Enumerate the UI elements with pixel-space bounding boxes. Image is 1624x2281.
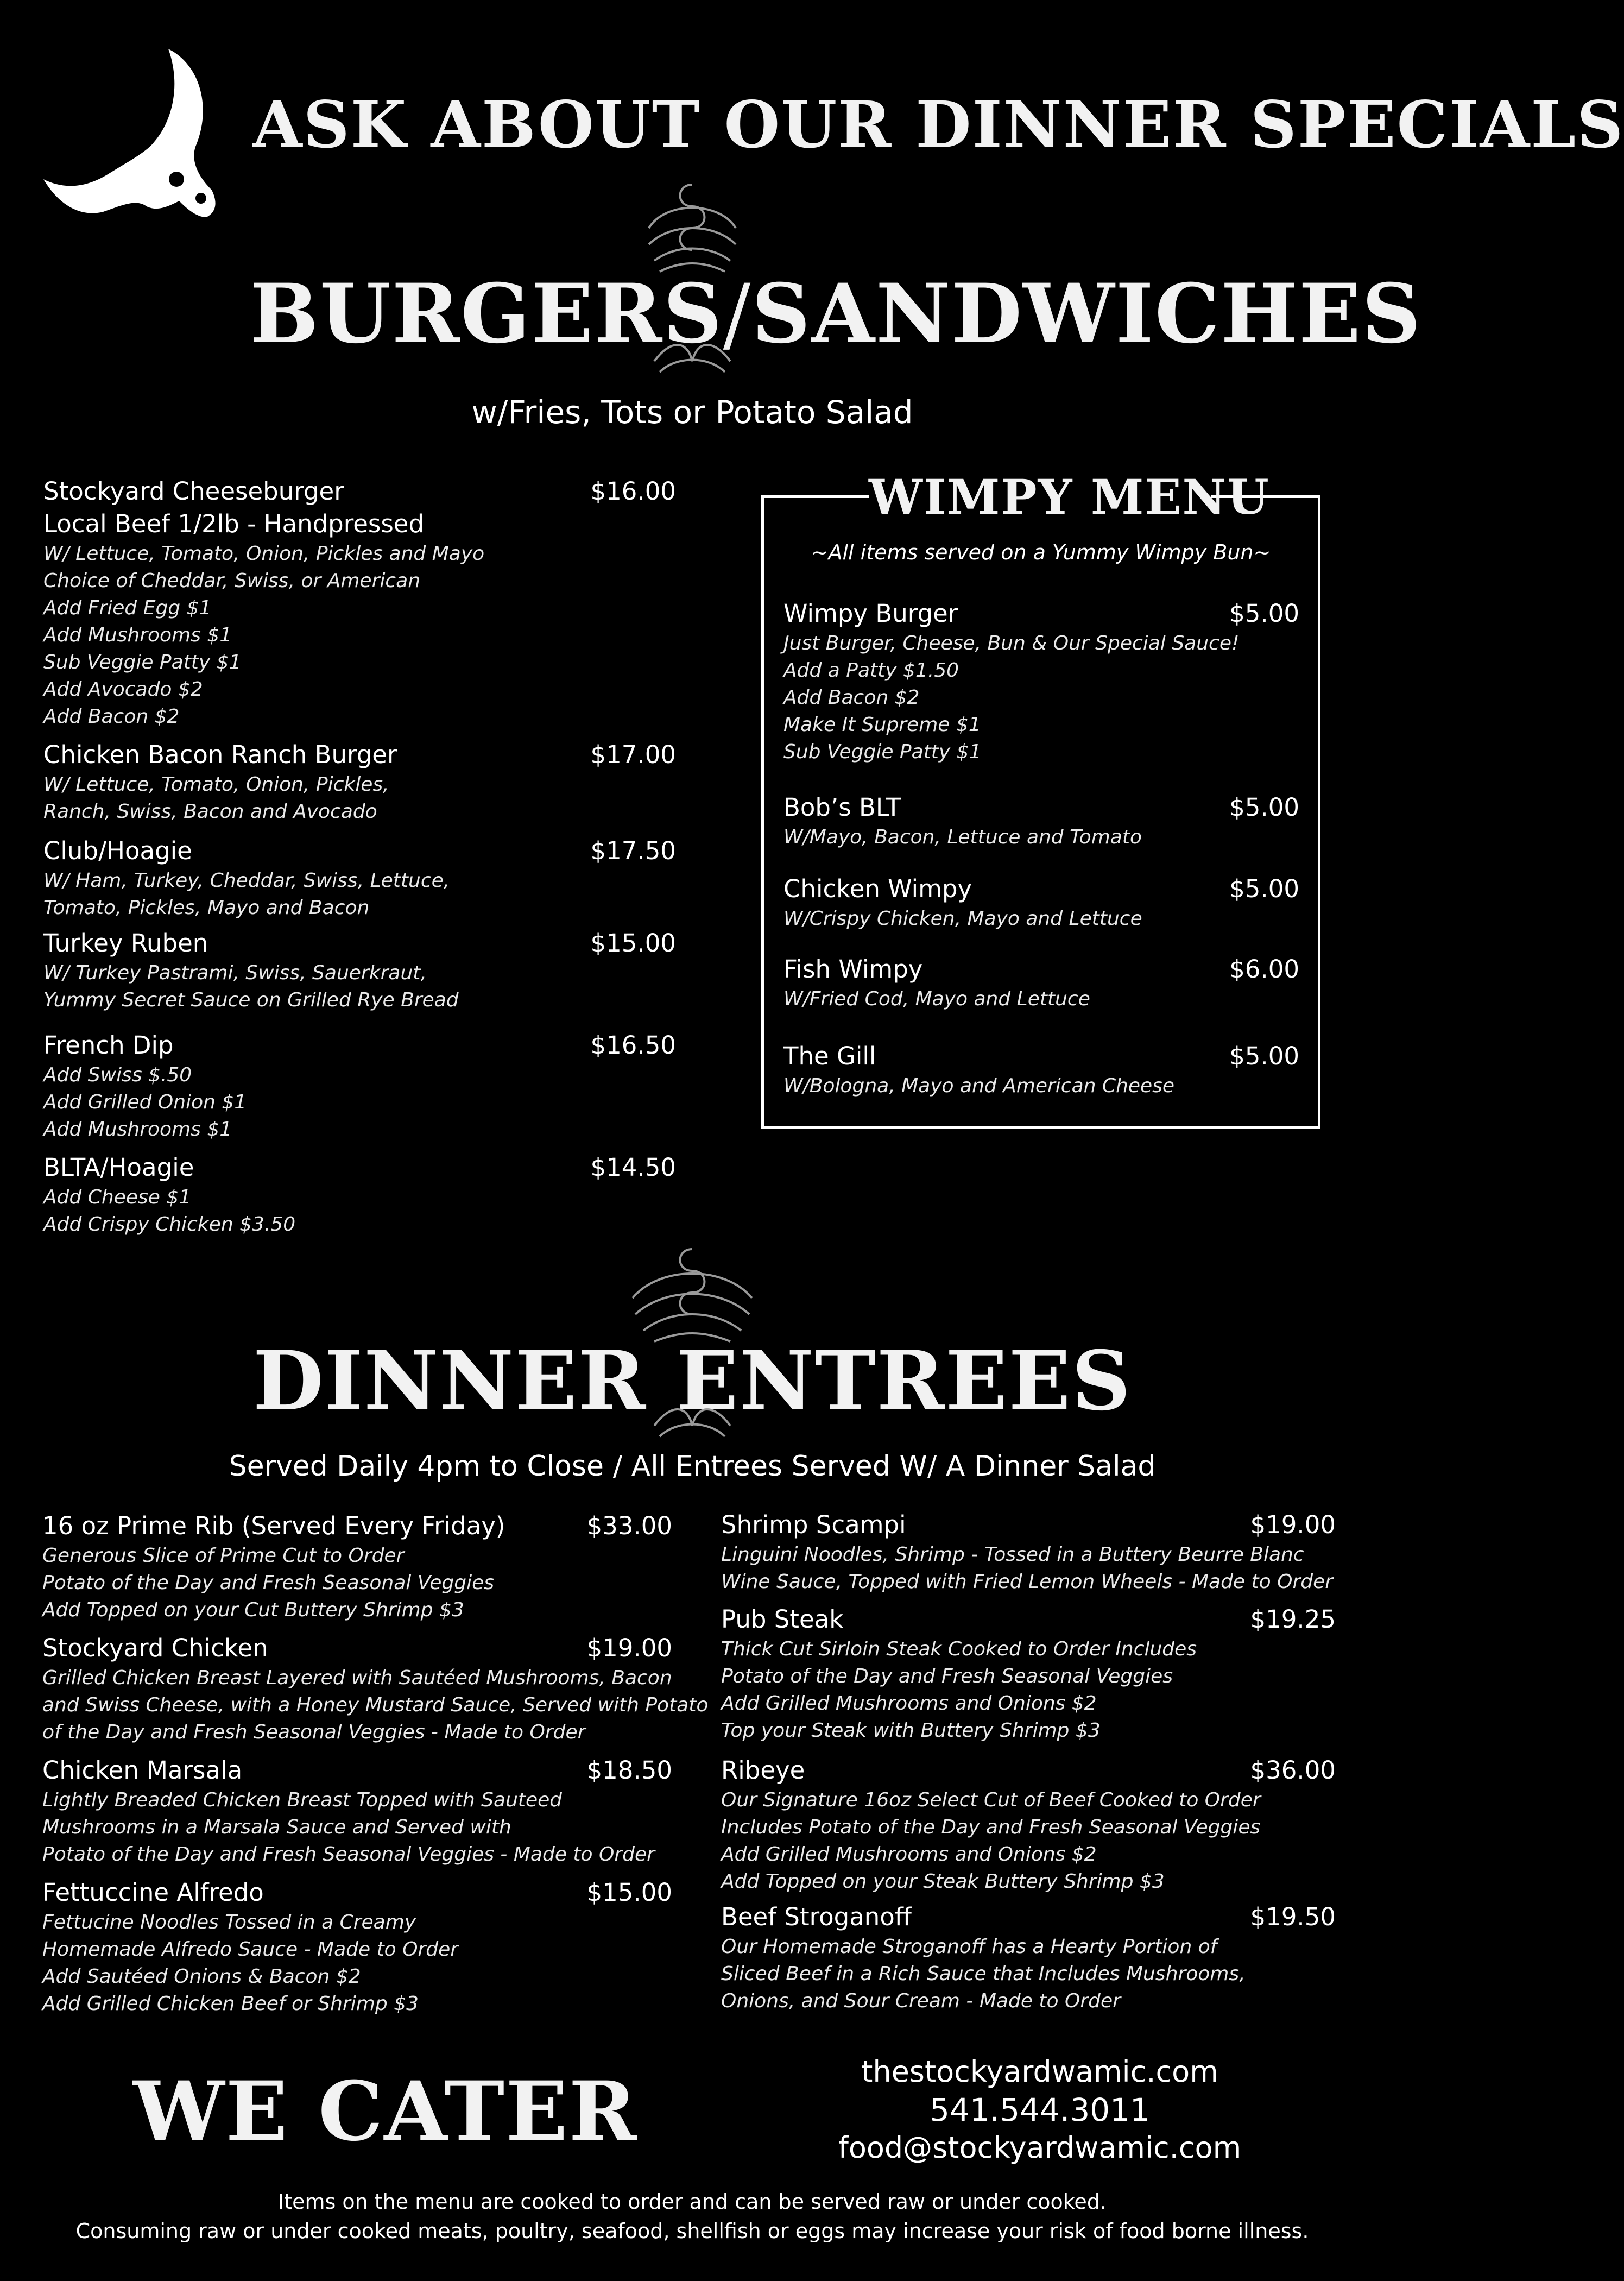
menu-item [43,475,676,730]
menu-item [721,1509,1336,1596]
item-price: $14.50 [590,1153,676,1182]
item-desc-line: Potato of the Day and Fresh Seasonal Veggies - Made to Order [42,1843,655,1866]
item-desc-line: Add Cheese $1 [43,1186,192,1208]
item-desc-line: Add Crispy Chicken $3.50 [43,1213,296,1236]
item-price: $17.50 [590,836,676,865]
item-desc-line: Tomato, Pickles, Mayo and Bacon [43,897,370,919]
item-name: Ribeye [721,1756,805,1785]
item-desc-line: Add Grilled Onion $1 [43,1091,247,1113]
website-link[interactable]: thestockyardwamic.com [861,2055,1218,2089]
item-desc-line: Sliced Beef in a Rich Sauce that Includes Mushrooms, [721,1963,1246,1985]
item-desc-line: Generous Slice of Prime Cut to Order [42,1545,405,1567]
menu-item [42,1510,672,1624]
item-price: $6.00 [1229,955,1299,984]
item-desc-line: of the Day and Fresh Seasonal Veggies - Made to Order [42,1721,586,1743]
item-desc-line: Ranch, Swiss, Bacon and Avocado [43,801,377,823]
item-desc-line: Potato of the Day and Fresh Seasonal Veggies [721,1665,1173,1687]
item-price: $16.00 [590,477,676,506]
item-name: Turkey Ruben [43,929,208,957]
item-desc-line: Thick Cut Sirloin Steak Cooked to Order Includes [721,1638,1197,1660]
contact-block [787,2053,1292,2167]
item-desc-line: Add Avocado $2 [43,678,203,701]
item-desc-line: Add a Patty $1.50 [783,659,959,682]
item-desc-line: Our Signature 16oz Select Cut of Beef Cooked to Order [721,1789,1261,1811]
item-name: Pub Steak [721,1605,844,1634]
item-price: $33.00 [586,1511,672,1540]
item-desc-line: W/ Turkey Pastrami, Swiss, Sauerkraut, [43,962,427,984]
item-price: $19.50 [1250,1902,1336,1931]
wimpy-menu-title: WIMPY MENU [869,469,1270,525]
item-desc-line: W/ Ham, Turkey, Cheddar, Swiss, Lettuce, [43,869,450,892]
item-desc-line: Linguini Noodles, Shrimp - Tossed in a Buttery Beurre Blanc [721,1543,1304,1566]
item-price: $19.00 [586,1634,672,1662]
dinner-specials-banner: ASK ABOUT OUR DINNER SPECIALS [252,87,1624,162]
item-desc-line: Add Topped on your Steak Buttery Shrimp $3 [721,1870,1165,1893]
item-name: Stockyard Chicken [42,1634,268,1662]
item-price: $18.50 [586,1756,672,1785]
menu-item [43,1151,676,1238]
item-desc-line: Choice of Cheddar, Swiss, or American [43,570,421,592]
burgers-title-part2: SANDWICHES [751,266,1422,362]
item-desc-line: Add Grilled Mushrooms and Onions $2 [721,1692,1097,1715]
menu-item [42,1754,672,1868]
item-desc-line: Add Grilled Chicken Beef or Shrimp $3 [42,1993,419,2015]
item-desc-line: W/Fried Cod, Mayo and Lettuce [783,988,1090,1010]
item-name: Club/Hoagie [43,836,192,865]
item-desc-line: W/Bologna, Mayo and American Cheese [783,1075,1175,1097]
item-price: $15.00 [586,1878,672,1907]
disclaimer [0,2187,1385,2246]
item-name: Stockyard Cheeseburger [43,477,344,506]
item-price: $19.00 [1250,1510,1336,1539]
menu-item [43,1029,676,1143]
steer-skull-icon [38,43,223,223]
item-price: $5.00 [1229,599,1299,628]
menu-item [783,873,1299,932]
menu-item [43,835,676,922]
burgers-subtitle: w/Fries, Tots or Potato Salad [471,394,913,431]
item-name: French Dip [43,1031,174,1060]
item-name: Fish Wimpy [783,955,923,984]
menu-item [783,597,1299,766]
item-price: $5.00 [1229,793,1299,822]
item-desc-line: W/ Lettuce, Tomato, Onion, Pickles and Mayo [43,543,485,565]
item-desc-line: Homemade Alfredo Sauce - Made to Order [42,1938,459,1961]
item-desc-line: Onions, and Sour Cream - Made to Order [721,1990,1121,2012]
item-desc-line: Add Mushrooms $1 [43,624,232,646]
item-name: Wimpy Burger [783,599,958,628]
burgers-title-slash: / [723,267,752,362]
item-name: Chicken Marsala [42,1756,243,1785]
item-desc-line: Add Sautéed Onions & Bacon $2 [42,1965,361,1988]
item-name: Beef Stroganoff [721,1902,912,1931]
scroll-flourish-icon [627,1244,757,1347]
scroll-flourish-icon [643,179,741,277]
item-desc-line: Add Grilled Mushrooms and Onions $2 [721,1843,1097,1866]
item-price: $15.00 [590,929,676,957]
item-desc-line: W/ Lettuce, Tomato, Onion, Pickles, [43,773,389,796]
menu-item [721,1754,1336,1895]
menu-item [721,1603,1336,1744]
item-price: $17.00 [590,740,676,769]
menu-item [43,739,676,826]
menu-item [42,1876,672,2018]
item-price: $19.25 [1250,1605,1336,1634]
item-desc-line: Sub Veggie Patty $1 [783,741,982,763]
item-desc-line: Lightly Breaded Chicken Breast Topped with Sauteed [42,1789,563,1811]
item-desc-line: Make It Supreme $1 [783,714,981,736]
item-name: 16 oz Prime Rib (Served Every Friday) [42,1511,505,1540]
item-desc-line: Top your Steak with Buttery Shrimp $3 [721,1719,1101,1742]
item-desc-line: Just Burger, Cheese, Bun & Our Special Sauce! [783,632,1240,654]
item-name: The Gill [783,1042,876,1070]
item-desc-line: Add Swiss $.50 [43,1064,192,1086]
item-desc-line: Add Mushrooms $1 [43,1118,232,1140]
item-desc-line: Add Fried Egg $1 [43,597,212,619]
item-desc-line: Sub Veggie Patty $1 [43,651,242,673]
item-name: Chicken Wimpy [783,874,972,903]
item-desc-line: Includes Potato of the Day and Fresh Seasonal Veggies [721,1816,1261,1838]
email-link[interactable]: food@stockyardwamic.com [838,2131,1242,2165]
item-desc-line: Fettucine Noodles Tossed in a Creamy [42,1911,416,1933]
menu-item [42,1632,709,1746]
phone-number[interactable]: 541.544.3011 [930,2091,1150,2128]
item-price: $36.00 [1250,1756,1336,1785]
item-desc-line: Add Topped on your Cut Buttery Shrimp $3 [42,1599,464,1621]
we-cater-title: WE CATER [133,2064,638,2159]
menu-item [783,953,1299,1013]
item-desc-line: W/Crispy Chicken, Mayo and Lettuce [783,908,1142,930]
item-price: $5.00 [1229,1042,1299,1070]
item-price: $5.00 [1229,874,1299,903]
item-desc-line: Add Bacon $2 [43,705,180,728]
burgers-title-part1: BURGERS [250,266,723,362]
item-desc-line: Potato of the Day and Fresh Seasonal Veggies [42,1572,494,1594]
item-desc-line: Mushrooms in a Marsala Sauce and Served with [42,1816,511,1838]
item-name: Shrimp Scampi [721,1510,906,1539]
item-desc-line: W/Mayo, Bacon, Lettuce and Tomato [783,826,1142,848]
item-name: Chicken Bacon Ranch Burger [43,740,397,769]
menu-item [721,1901,1336,2015]
menu-item [783,1040,1299,1100]
entrees-subtitle: Served Daily 4pm to Close / All Entrees Served W/ A Dinner Salad [229,1450,1156,1483]
dinner-entrees-title: DINNER ENTREES [252,1333,1132,1429]
menu-item [43,927,676,1014]
item-price: $16.50 [590,1031,676,1060]
item-subtitle: Local Beef 1/2lb - Handpressed [43,509,425,538]
scroll-flourish-icon [649,339,736,383]
item-desc-line: Wine Sauce, Topped with Fried Lemon Wheels - Made to Order [721,1571,1334,1593]
item-name: Fettuccine Alfredo [42,1878,264,1907]
disclaimer-line-1: Items on the menu are cooked to order and can be served raw or under cooked. [277,2190,1107,2214]
item-desc-line: Our Homemade Stroganoff has a Hearty Portion of [721,1936,1217,1958]
item-desc-line: Yummy Secret Sauce on Grilled Rye Bread [43,989,459,1011]
item-desc-line: Add Bacon $2 [783,686,920,709]
scroll-flourish-icon [649,1404,736,1447]
item-desc-line: and Swiss Cheese, with a Honey Mustard Sauce, Served with Potato [42,1694,709,1716]
menu-item [783,791,1299,851]
item-desc-line: Grilled Chicken Breast Layered with Sautéed Mushrooms, Bacon [42,1667,672,1689]
wimpy-tagline: ~All items served on a Yummy Wimpy Bun~ [811,540,1271,564]
item-name: Bob’s BLT [783,793,901,822]
disclaimer-line-2: Consuming raw or under cooked meats, poultry, seafood, shellfish or eggs may increase your risk of food borne illness. [75,2219,1309,2243]
item-name: BLTA/Hoagie [43,1153,194,1182]
